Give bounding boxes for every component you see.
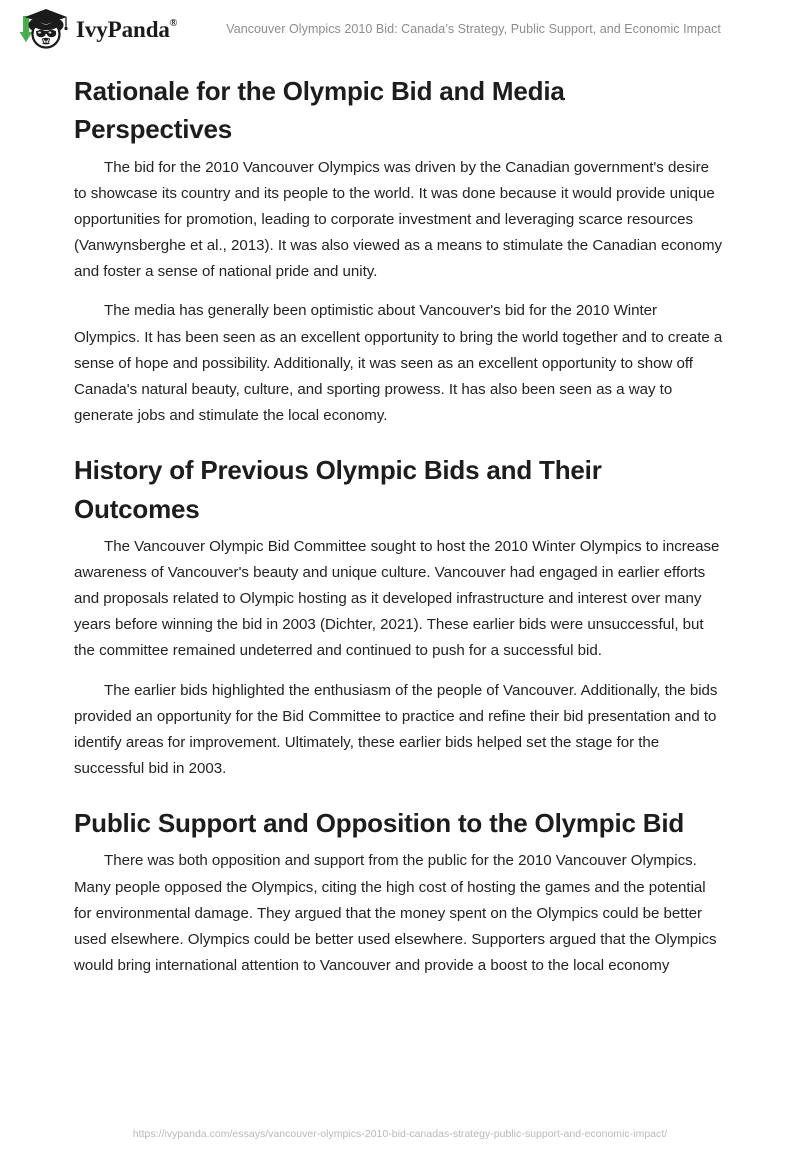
document-title: Vancouver Olympics 2010 Bid: Canada’s Strategy, Public Support, and Economic Impact <box>226 22 721 36</box>
brand-wordmark <box>76 18 177 41</box>
panda-graduate-icon <box>14 6 70 52</box>
page-header <box>0 0 800 58</box>
section-heading-block <box>74 804 725 842</box>
page-footer <box>0 1124 800 1142</box>
section-heading-block <box>74 72 725 149</box>
section-heading-block <box>74 451 725 528</box>
page-heading-rationale: Rationale for the Olympic Bid and Media Perspectives <box>74 76 565 145</box>
page-heading-public-support: Public Support and Opposition to the Olympic Bid <box>74 807 685 838</box>
brand-name-text: IvyPanda <box>76 16 170 42</box>
paragraph: The media has generally been optimistic about Vancouver's bid for the 2010 Winter Olympics. It has been seen as an excellent opportunity to bring the world together and to create a sense of hope and possibility. Additionally, it was seen as an excellent opportunity to show off Canada's natural beauty, culture, and sporting prowess. It has also been seen as a way to generate jobs and stimulate the local economy. <box>74 302 723 424</box>
paragraph: The earlier bids highlighted the enthusiasm of the people of Vancouver. Additionally, the bids provided an opportunity for the Bid Committee to practice and refine their bid presentation and to identify areas for improvement. Ultimately, these earlier bids helped set the stage for the successful bid in 2003. <box>74 681 718 777</box>
page-heading-history: History of Previous Olympic Bids and Their Outcomes <box>74 455 602 524</box>
paragraph: The bid for the 2010 Vancouver Olympics was driven by the Canadian government's desire to showcase its country and its people to the world. It was done because it would provide unique opportunities for promotion, leading to corporate investment and leveraging scarce resources (Vanwynsberghe et al., 2013). It was also viewed as a means to stimulate the Canadian economy and foster a sense of national pride and unity. <box>74 158 723 281</box>
ivypanda-logo[interactable] <box>14 6 177 52</box>
registered-trademark-icon: ® <box>169 17 178 29</box>
paragraph: The Vancouver Olympic Bid Committee sought to host the 2010 Winter Olympics to increase awareness of Vancouver's beauty and unique culture. Vancouver had engaged in earlier efforts and proposals related to Olympic hosting as it developed infrastructure and interest over many years before winning the bid in 2003 (Dichter, 2021). These earlier bids were unsuccessful, but the committee remained undeterred and continued to push for a successful bid. <box>74 537 720 660</box>
document-content <box>0 72 800 979</box>
source-url[interactable]: https://ivypanda.com/essays/vancouver-olympics-2010-bid-canadas-strategy-public-support-and-economic-impact/ <box>132 1128 668 1140</box>
paragraph: There was both opposition and support from the public for the 2010 Vancouver Olympics. Many people opposed the Olympics, citing the high cost of hosting the games and the potential for environmental damage. They argued that the money spent on the Olympics could be better used elsewhere. Olympics could be better used elsewhere. Supporters argued that the Olympics would bring international attention to Vancouver and provide a boost to the local economy <box>74 852 717 974</box>
